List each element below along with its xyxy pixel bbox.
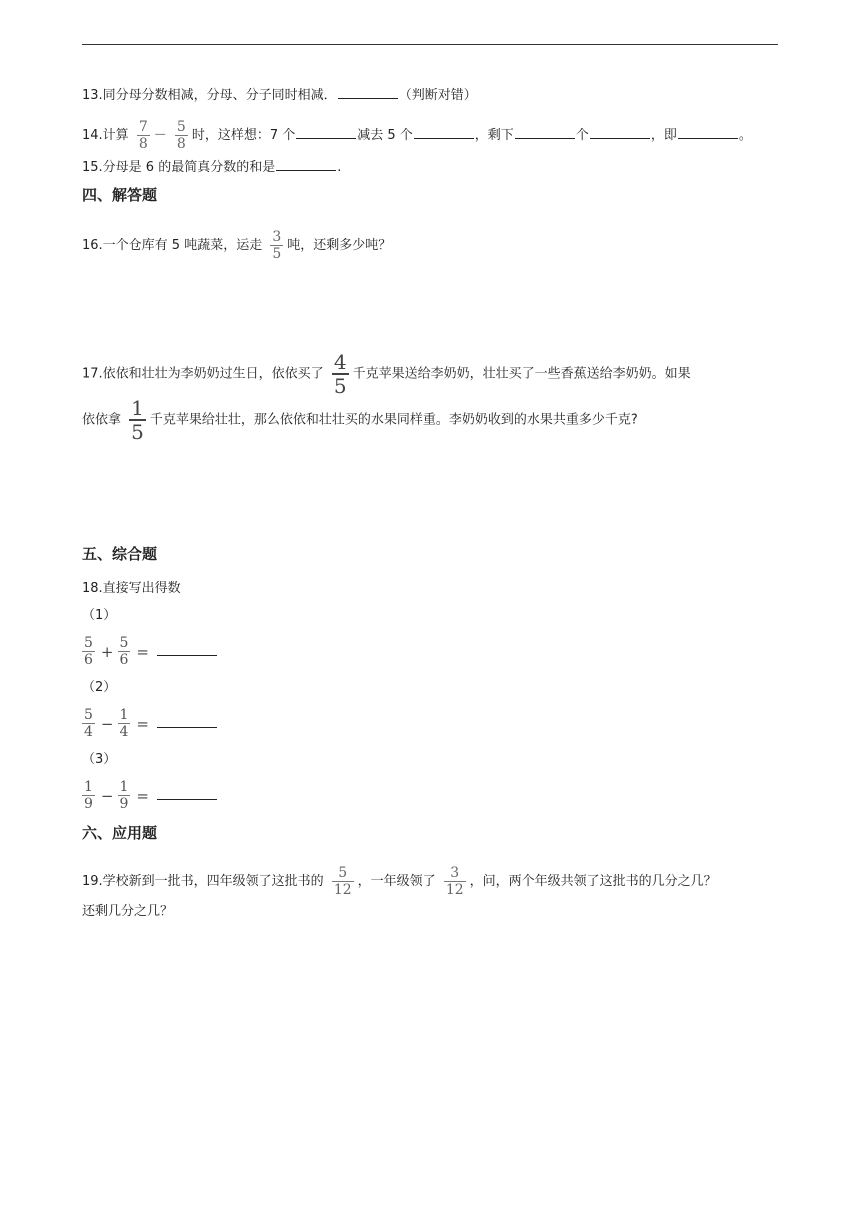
q14-text-1: 时，这样想：7 个 [191,128,296,143]
fraction-b [118,780,131,811]
numerator: 5 [176,119,186,135]
q18-item-1-equation [82,636,218,667]
section-5-heading: 五、综合题 [82,545,158,563]
numerator: 5 [119,635,129,651]
denominator: 5 [333,374,347,398]
denominator: 9 [119,796,129,812]
q14-minus: － [153,128,167,143]
q14-blank-3[interactable] [515,126,575,139]
denominator: 4 [119,724,129,740]
q14-text-4: 个 [575,128,589,143]
numerator: 1 [119,779,129,795]
q13-suffix: （判断对错） [398,88,477,103]
q15-text: 15.分母是 6 的最简真分数的和是 [82,160,276,175]
q14-prefix: 14.计算 [82,128,129,143]
q16-prefix: 16.一个仓库有 5 吨蔬菜，运走 [82,238,263,253]
answer-blank[interactable] [157,791,217,800]
numerator: 5 [84,635,93,651]
q17-fraction-2 [129,398,146,442]
fraction-a [82,708,95,739]
q14-blank-2[interactable] [414,126,474,139]
denominator: 12 [445,882,464,898]
q13-blank[interactable] [338,86,398,99]
numerator: 1 [84,779,93,795]
denominator: 6 [84,652,93,668]
denominator: 8 [138,136,148,152]
fraction-a [82,780,95,811]
operator: + [100,642,114,661]
q17-line-1-suffix: 千克苹果送给李奶奶，壮壮买了一些香蕉送给李奶奶。如果 [352,366,691,382]
q14-text-2: 减去 5 个 [357,128,413,143]
q17-line-2-prefix: 依依拿 [82,412,122,428]
section-6-heading: 六、应用题 [82,824,158,842]
header-rule [82,44,778,45]
denominator: 6 [119,652,129,668]
fraction-a [82,636,95,667]
denominator: 5 [131,420,144,444]
question-14 [82,120,752,151]
section-4-heading: 四、解答题 [82,186,158,204]
q13-text: 13.同分母分数相减，分母、分子同时相减． [82,88,337,103]
operator: − [100,786,114,805]
q15-suffix: . [337,160,342,175]
q14-blank-5[interactable] [678,126,738,139]
q18-item-2-label: （2） [82,680,117,695]
q18-item-3-label: （3） [82,752,117,767]
equals-sign: = [136,714,149,733]
denominator: 12 [333,882,352,898]
q19-fraction-2 [444,866,466,897]
question-15 [82,158,341,178]
q14-text-3: ，剩下 [474,128,514,143]
fraction-b [118,708,131,739]
q18-item-1-label: （1） [82,608,117,623]
question-19-line-2: 还剩几分之几？ [82,904,174,919]
question-17-line-1 [82,352,691,396]
numerator: 3 [450,865,460,881]
equals-sign: = [136,642,149,661]
q18-item-2-equation [82,708,218,739]
q19-middle: ，一年级领了 [357,874,436,889]
denominator: 8 [176,136,186,152]
question-18-title: 18.直接写出得数 [82,581,181,596]
q19-line-1-suffix: ，问，两个年级共领了这批书的几分之几？ [469,874,717,889]
numerator: 3 [272,229,282,245]
numerator: 1 [119,707,129,723]
numerator: 5 [84,707,93,723]
q17-prefix: 17.依依和壮壮为李奶奶过生日，依依买了 [82,366,324,382]
q17-line-2-suffix: 千克苹果给壮壮，那么依依和壮壮买的水果同样重。李奶奶收到的水果共重多少千克? [149,412,638,428]
answer-blank[interactable] [157,719,217,728]
numerator: 1 [131,396,144,420]
equals-sign: = [136,786,149,805]
q19-fraction-1 [332,866,354,897]
denominator: 5 [272,246,282,262]
fraction-b [118,636,131,667]
q14-fraction-b [175,120,188,151]
q14-text-6: 。 [738,128,752,143]
question-13 [82,86,477,106]
numerator: 5 [338,865,348,881]
operator: − [100,714,114,733]
q16-fraction [270,230,283,261]
denominator: 4 [84,724,93,740]
question-17-line-2 [82,398,638,442]
question-16 [82,230,391,261]
q17-fraction-1 [332,352,349,396]
q15-blank[interactable] [276,158,336,171]
answer-blank[interactable] [157,647,217,656]
denominator: 9 [84,796,93,812]
q14-blank-4[interactable] [590,126,650,139]
numerator: 7 [138,119,148,135]
numerator: 4 [333,350,347,374]
q19-prefix: 19.学校新到一批书，四年级领了这批书的 [82,874,324,889]
q14-text-5: ，即 [650,128,677,143]
q16-suffix: 吨，还剩多少吨？ [287,238,392,253]
q18-item-3-equation [82,780,218,811]
question-19-line-1 [82,866,717,897]
q14-blank-1[interactable] [296,126,356,139]
q14-fraction-a [137,120,150,151]
